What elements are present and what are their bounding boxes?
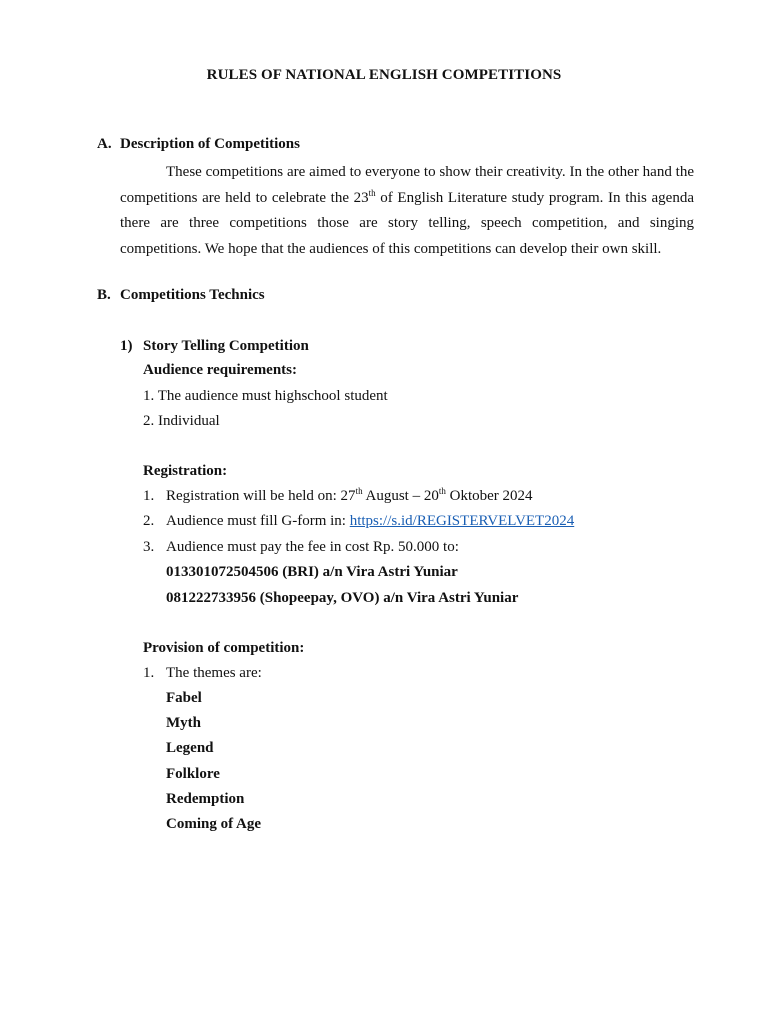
- ewallet-account: 081222733956 (Shopeepay, OVO) a/n Vira Astri Yuniar: [166, 590, 519, 606]
- registration-dates-text: Oktober 2024: [445, 488, 533, 504]
- section-a-paragraph: [120, 160, 694, 262]
- registration-dates: [166, 488, 533, 505]
- registration-gform: [166, 513, 574, 530]
- para-text-2: of English Literature study program. In this agenda there are three competitions those are story telling, speech competition, and singing competitions. We hope that the audiences of this competitions can develop their own skill.: [120, 189, 694, 257]
- audience-item: 2. Individual: [143, 413, 220, 429]
- date-superscript: th: [438, 486, 446, 496]
- bank-account-bri: 013301072504506 (BRI) a/n Vira Astri Yuniar: [166, 564, 458, 580]
- provision-themes-label: The themes are:: [166, 665, 262, 681]
- theme-item: Fabel: [166, 690, 202, 706]
- theme-item: Coming of Age: [166, 816, 261, 832]
- gform-label: Audience must fill G-form in:: [166, 513, 350, 529]
- registration-item-number: 3.: [143, 539, 155, 555]
- para-superscript: th: [368, 187, 376, 198]
- document-title: RULES OF NATIONAL ENGLISH COMPETITIONS: [206, 67, 562, 83]
- section-a-letter: A.: [97, 136, 112, 152]
- registration-dates-text: August – 20: [362, 488, 439, 504]
- provision-heading: Provision of competition:: [143, 640, 305, 656]
- theme-item: Myth: [166, 715, 201, 731]
- registration-link[interactable]: https://s.id/REGISTERVELVET2024: [349, 513, 575, 529]
- section-b-heading: Competitions Technics: [120, 287, 265, 303]
- registration-fee: Audience must pay the fee in cost Rp. 50.000 to:: [166, 539, 459, 555]
- date-superscript: th: [355, 486, 363, 496]
- section-b-letter: B.: [97, 287, 111, 303]
- competition-number: 1): [120, 338, 133, 354]
- audience-requirements-heading: Audience requirements:: [143, 362, 298, 378]
- competition-heading: Story Telling Competition: [143, 338, 309, 354]
- audience-item: 1. The audience must highschool student: [143, 388, 388, 404]
- registration-heading: Registration:: [143, 463, 228, 479]
- registration-item-number: 1.: [143, 488, 155, 504]
- registration-item-number: 2.: [143, 513, 155, 529]
- theme-item: Legend: [166, 740, 214, 756]
- section-a-heading: Description of Competitions: [120, 136, 300, 152]
- para-text-1: These competitions are aimed to everyone to show their creativity. In the other hand the competitions are held to celebrate the 23: [120, 164, 694, 206]
- provision-item-number: 1.: [143, 665, 155, 681]
- registration-dates-text: Registration will be held on: 27: [166, 488, 356, 504]
- theme-item: Folklore: [166, 766, 220, 782]
- theme-item: Redemption: [166, 791, 245, 807]
